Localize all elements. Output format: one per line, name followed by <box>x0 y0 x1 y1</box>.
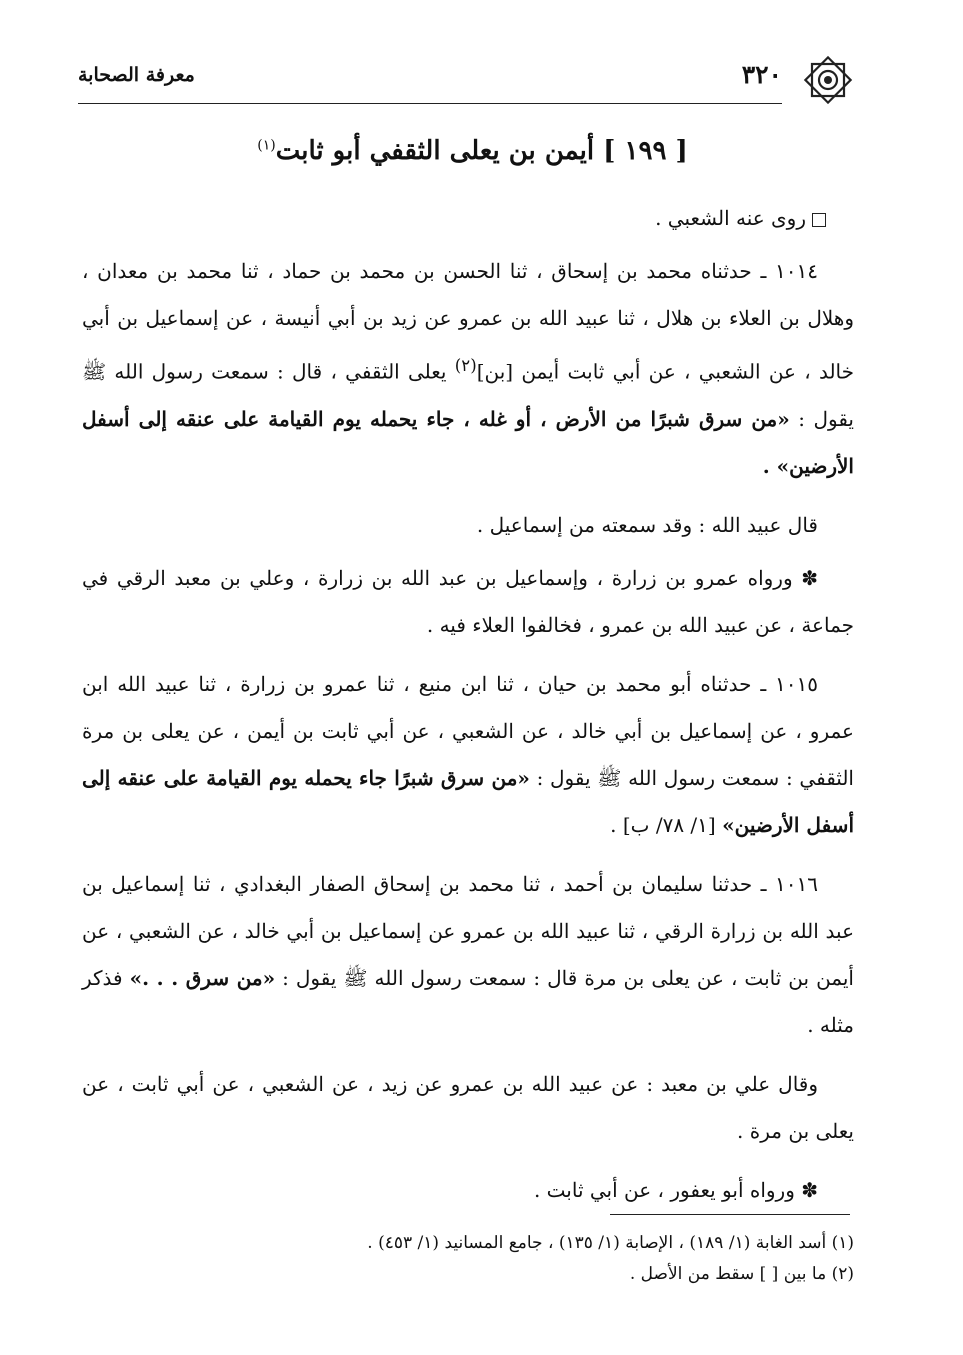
hadith-1016-quote: «من سرق . . .» <box>129 965 276 990</box>
chapter-footnote-ref: (١) <box>257 137 276 154</box>
hadith-1014 <box>82 248 854 490</box>
narration-note-3-text: ✽ ورواه أبو يعفور ، عن أبي ثابت . <box>533 1177 818 1202</box>
square-bullet-icon <box>812 213 826 227</box>
hadith-1014-text: ١٠١٤ ـ حدثناه محمد بن إسحاق ، ثنا الحسن بن محمد بن حماد ، ثنا محمد بن معدان ، وهلال بن العلاء بن هلال ، ثنا عبيد الله بن عمرو عن زيد بن أبي أنيسة ، عن إسماعيل بن أبي خالد ، عن الشعبي ، عن أبي ثابت أيمن [بن] <box>82 259 854 384</box>
chapter-title <box>80 136 865 166</box>
footnote-1: (١) أسد الغابة (١/ ١٨٩) ، الإصابة (١/ ١٣٥) ، جامع المسانيد (١/ ٤٥٣) . <box>367 1233 854 1253</box>
narration-note-3 <box>82 1167 854 1214</box>
intro-paragraph <box>82 195 854 242</box>
narration-note-1-text: ✽ ورواه عمرو بن زرارة ، وإسماعيل بن عبد الله بن زرارة ، وعلي بن معبد الرقي في جماعة ، عن عبيد الله بن عمرو ، فخالفوا العلاء فيه . <box>82 565 854 637</box>
hadith-1014-quote: «من سرق شبرًا من الأرض ، أو غله ، جاء يحمله يوم القيامة على عنقه إلى أسفل الأرضين» . <box>82 406 854 478</box>
page-header <box>78 54 858 106</box>
chapter-title-text: [ ١٩٩ ] أيمن بن يعلى الثقفي أبو ثابت <box>275 136 688 166</box>
header-divider <box>78 103 782 104</box>
ornament-star-icon <box>798 54 858 106</box>
hadith-1015 <box>82 661 854 849</box>
page-number: ٣٢٠ <box>741 60 782 89</box>
note-paragraph <box>82 502 854 549</box>
narration-note-2 <box>82 1061 854 1155</box>
footnote-divider <box>610 1214 850 1215</box>
hadith-1015-reference: [١/ ٧٨/ ب] . <box>610 812 723 837</box>
narration-note-2-text: وقال علي بن معبد : عن عبيد الله بن عمرو عن زيد ، عن الشعبي ، عن أبي ثابت ، عن يعلى بن مرة . <box>82 1071 854 1143</box>
narration-note-1 <box>82 555 854 649</box>
hadith-1016-text-continued: فذكر مثله . <box>82 965 854 1037</box>
hadith-1016 <box>82 861 854 1049</box>
hadith-1015-text: ١٠١٥ ـ حدثناه أبو محمد بن حيان ، ثنا ابن منيع ، ثنا عمرو بن زرارة ، ثنا عبيد الله ابن عمرو ، عن إسماعيل بن أبي خالد ، عن الشعبي ، عن أبي ثابت بن أيمن ، عن يعلى بن مرة الثقفي : سمعت رسول الله ﷺ يقول : <box>82 671 854 790</box>
footnote-2: (٢) ما بين [ ] سقط من الأصل . <box>629 1264 854 1284</box>
hadith-1015-quote: «من سرق شبرًا جاء يحمله يوم القيامة على عنقه إلى أسفل الأرضين» <box>82 765 854 837</box>
note-text: قال عبيد الله : وقد سمعته من إسماعيل . <box>476 512 818 537</box>
footnotes <box>82 1228 854 1290</box>
running-title: معرفة الصحابة <box>78 64 195 86</box>
hadith-1014-text-continued: يعلى الثقفي ، قال : سمعت رسول الله ﷺ يقول : <box>82 359 855 431</box>
intro-text: روى عنه الشعبي . <box>655 206 806 230</box>
hadith-1016-text: ١٠١٦ ـ حدثنا سليمان بن أحمد ، ثنا محمد بن إسحاق الصفار البغدادي ، ثنا إسماعيل بن عبد الله بن زرارة الرقي ، ثنا عبيد الله بن عمرو عن إسماعيل بن أبي خالد ، عن الشعبي ، عن أيمن بن ثابت ، عن يعلى بن مرة قال : سمعت رسول الله ﷺ يقول : <box>82 871 854 990</box>
footnote-ref-2: (٢) <box>454 356 477 375</box>
body-text <box>82 195 854 1226</box>
